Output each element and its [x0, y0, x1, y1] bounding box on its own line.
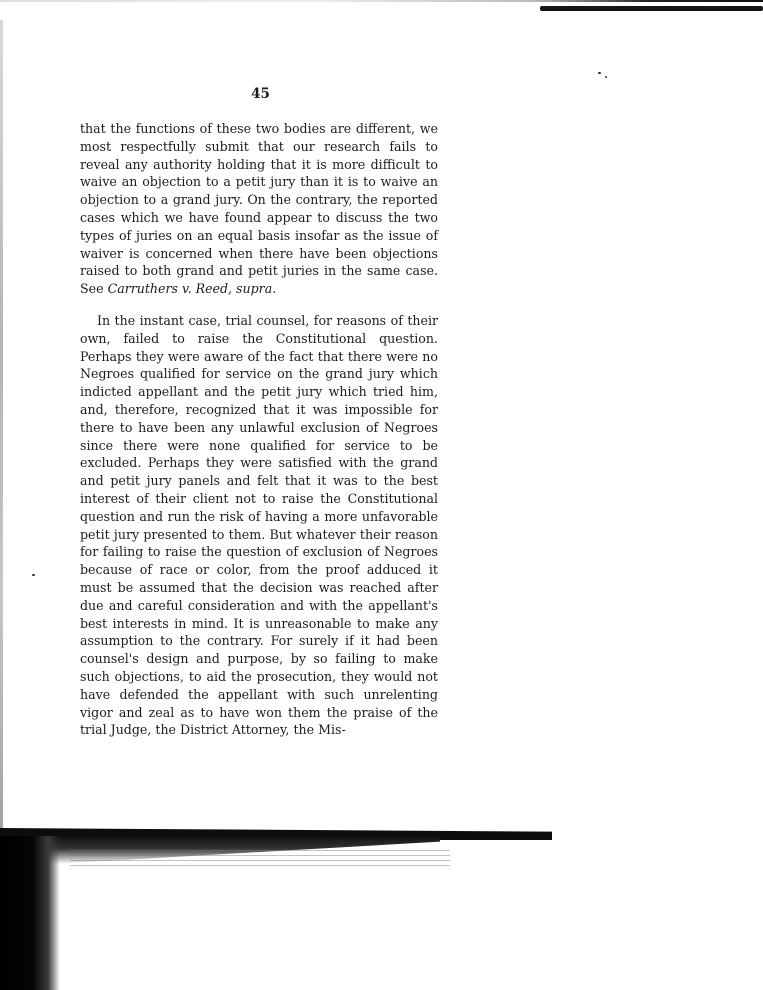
scan-artifact-bottom-lines [70, 850, 450, 870]
scan-speck [598, 72, 601, 74]
scan-speck [32, 574, 35, 576]
paragraph-1 [80, 120, 438, 298]
page-number: 45 [251, 86, 270, 102]
scan-speck [605, 76, 607, 78]
scan-edge-left [0, 20, 3, 840]
paragraph-2: In the instant case, trial counsel, for reasons of their own, failed to raise the Constitutional question. Perhaps they were aware of the fact that there were no Negroes qualified for service on the grand jury which indicted appellant and the petit jury which tried him, and, therefore, recognized that it was impossible for there to have been any unlawful exclusion of Negroes since there were none qualified for service to be excluded. Perhaps they were satisfied with the grand and petit jury panels and felt that it was to the best interest of their client not to raise the Constitutional question and run the risk of having a more unfavorable petit jury presented to them. But whatever their reason for failing to raise the question of exclusion of Negroes because of race or color, from the proof adduced it must be assumed that the decision was reached after due and careful consideration and with the appellant's best interests in mind. It is unreasonable to make any assumption to the contrary. For surely if it had been counsel's design and purpose, by so failing to make such objections, to aid the prosecution, they would not have defended the appellant with such unrelenting vigor and zeal as to have won them the praise of the trial Judge, the District Attorney, the Mis- [80, 313, 438, 738]
scan-edge-top [0, 0, 763, 2]
paragraph-1-text: that the functions of these two bodies are different, we most respectfully submit that our research fails to reveal any authority holding that it is more difficult to waive an objection to a petit jury than it is to waive an objection to a grand jury. On the contrary, the reported cases which we have found appear to discuss the two types of juries on an equal basis insofar as the issue of waiver is concerned when there have been objections raised to both grand and petit juries in the same case. See [80, 121, 438, 297]
scan-artifact-bottom-left [0, 836, 60, 990]
scan-artifact-top-right [540, 6, 763, 11]
case-citation: Carruthers v. Reed, supra. [107, 281, 277, 297]
